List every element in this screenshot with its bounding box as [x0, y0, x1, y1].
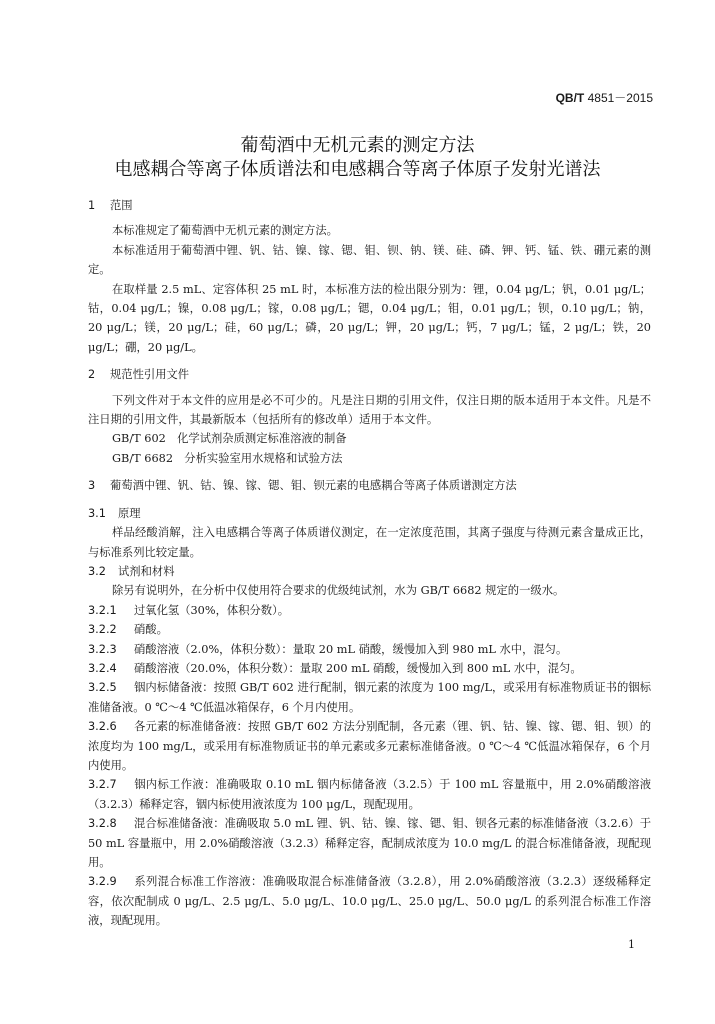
clause-text: 铟内标工作液：准确吸取 0.10 mL 铟内标储备液（3.2.5）于 100 mL 容量瓶中，用 2.0%硝酸溶液（3.2.3）稀释定容，铟内标使用液浓度为 100 μg/L，现配现用。	[88, 778, 651, 811]
clause-item	[88, 620, 651, 639]
clause-number: 3.2.1	[88, 603, 117, 617]
clause-text: 各元素的标准储备液：按照 GB/T 602 方法分别配制，各元素（锂、钒、钴、镍、镓、锶、钼、钡）的浓度均为 100 mg/L，或采用有标准物质证书的单元素或多元素标准储备液。0 ℃～4 ℃低温冰箱保存，6 个月内使用。	[88, 720, 651, 772]
paragraph: 本标准规定了葡萄酒中无机元素的测定方法。	[112, 224, 338, 238]
clause-item	[88, 601, 651, 620]
standard-code-number: 4851－2015	[584, 91, 653, 105]
document-body	[88, 196, 651, 931]
section-title: 试剂和材料	[118, 564, 175, 578]
clause-number: 3.2.6	[88, 720, 117, 734]
clause-number: 3.2.5	[88, 681, 117, 695]
section-1-heading	[88, 196, 651, 215]
clause-text: 混合标准储备液：准确吸取 5.0 mL 锂、钒、钴、镍、镓、锶、钼、钡各元素的标准储备液（3.2.6）于 50 mL 容量瓶中，用 2.0%硝酸溶液（3.2.3）稀释定容，配制成浓度为 10.0 mg/L 的混合标准储备液，现配现用。	[88, 817, 651, 869]
clause-item	[88, 717, 651, 775]
clause-text: 硝酸。	[134, 623, 168, 637]
standard-code-prefix: QB/T	[555, 91, 585, 105]
paragraph: 本标准适用于葡萄酒中锂、钒、钴、镍、镓、锶、钼、钡、钠、镁、硅、磷、钾、钙、锰、铁、硼元素的测定。	[88, 243, 651, 277]
clause-number: 3.2.3	[88, 642, 117, 656]
section-title: 原理	[118, 506, 141, 520]
clause-text: 系列混合标准工作溶液：准确吸取混合标准储备液（3.2.8），用 2.0%硝酸溶液（3.2.3）逐级稀释定容，依次配制成 0 μg/L、2.5 μg/L、5.0 μg/L、10.0 μg/L、25.0 μg/L、50.0 μg/L 的系列混合标准工作溶液，现配现用。	[88, 875, 651, 928]
section-title: 规范性引用文件	[110, 368, 190, 382]
clause-text: 硝酸溶液（20.0%，体积分数）：量取 200 mL 硝酸，缓慢加入到 800 mL 水中，混匀。	[134, 661, 582, 675]
clause-number: 3.2.2	[88, 623, 117, 637]
paragraph: 样品经酸消解，注入电感耦合等离子体质谱仪测定，在一定浓度范围，其离子强度与待测元素含量成正比，与标准系列比较定量。	[88, 526, 651, 559]
section-2-heading	[88, 365, 651, 384]
clause-text: 过氧化氢（30%，体积分数）。	[134, 603, 290, 617]
section-number: 2	[88, 368, 96, 382]
clause-text: 硝酸溶液（2.0%，体积分数）：量取 20 mL 硝酸，缓慢加入到 980 mL 水中，混匀。	[134, 642, 568, 656]
clause-number: 3.2.4	[88, 661, 117, 675]
paragraph: 除另有说明外，在分析中仅使用符合要求的优级纯试剂，水为 GB/T 6682 规定的一级水。	[112, 584, 565, 598]
section-title: 葡萄酒中锂、钒、钴、镍、镓、锶、钼、钡元素的电感耦合等离子体质谱测定方法	[110, 479, 517, 493]
clause-item	[88, 775, 651, 814]
reference-item: GB/T 602 化学试剂杂质测定标准溶液的制备	[112, 432, 347, 446]
section-number: 3.1	[88, 506, 106, 520]
clause-number: 3.2.9	[88, 875, 117, 889]
document-title-line2: 电感耦合等离子体质谱法和电感耦合等离子体原子发射光谱法	[114, 159, 601, 180]
section-3-2-heading	[88, 562, 651, 581]
paragraph: 在取样量 2.5 mL、定容体积 25 mL 时，本标准方法的检出限分别为：锂，0.04 μg/L；钒，0.01 μg/L；钴，0.04 μg/L；镍，0.08 μg/L；镓，0.08 μg/L；锶，0.04 μg/L；钼，0.01 μg/L；钡，0.10 μg/L；钠，20 μg/L；镁，20 μg/L；硅，60 μg/L；磷，20 μg/L；钾，20 μg/L；钙，7 μg/L；锰，2 μg/L；铁，20 μg/L；硼，20 μg/L。	[88, 282, 651, 354]
section-3-1-heading	[88, 504, 651, 523]
clause-item	[88, 678, 651, 717]
clause-item	[88, 640, 651, 659]
document-title-line1: 葡萄酒中无机元素的测定方法	[240, 135, 475, 156]
section-number: 3.2	[88, 564, 106, 578]
section-number: 3	[88, 479, 96, 493]
clause-number: 3.2.8	[88, 817, 117, 831]
section-3-heading	[88, 476, 651, 495]
clause-item	[88, 659, 651, 678]
paragraph: 下列文件对于本文件的应用是必不可少的。凡是注日期的引用文件，仅注日期的版本适用于本文件。凡是不注日期的引用文件，其最新版本（包括所有的修改单）适用于本文件。	[88, 393, 651, 427]
section-number: 1	[88, 199, 96, 212]
clause-item	[88, 814, 651, 872]
page-number: 1	[628, 938, 635, 951]
standard-code	[556, 89, 653, 106]
reference-item: GB/T 6682 分析实验室用水规格和试验方法	[112, 451, 343, 465]
clause-text: 铟内标储备液：按照 GB/T 602 进行配制，铟元素的浓度为 100 mg/L，或采用有标准物质证书的铟标准储备液。0 ℃～4 ℃低温冰箱保存，6 个月内使用。	[88, 681, 651, 714]
clause-number: 3.2.7	[88, 778, 117, 792]
section-title: 范围	[110, 199, 133, 212]
clause-item	[88, 872, 651, 930]
